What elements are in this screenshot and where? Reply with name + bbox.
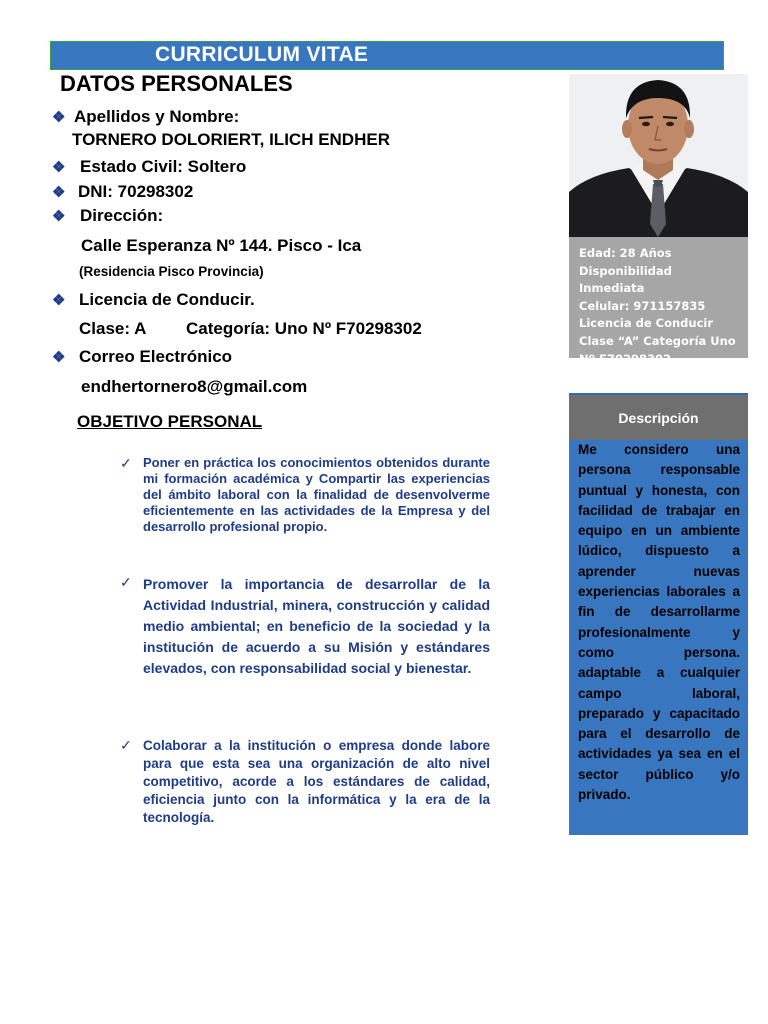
email-value: endhertornero8@gmail.com [81, 377, 308, 396]
objective-text: Poner en práctica los conocimientos obtenidos durante mi formación académica y Compartir las experiencias del ámbito laboral con la finalidad de desenvolverme eficientemente en las actividades de la Empresa y del desarrollo profesional propio. [143, 455, 490, 534]
diamond-bullet-icon: ❖ [52, 292, 66, 309]
full-name: TORNERO DOLORIERT, ILICH ENDHER [72, 130, 390, 149]
address-label-row [52, 206, 163, 226]
email-label-row [52, 347, 232, 367]
title-banner [50, 41, 724, 70]
description-box [569, 440, 748, 835]
dni: DNI: 70298302 [78, 182, 194, 201]
objective-item [120, 455, 490, 535]
diamond-bullet-icon: ❖ [52, 349, 66, 366]
description-text: Me considero una persona responsable puntual y honesta, con facilidad de trabajar en equipo en un ambiente lúdico, dispuesto a aprender nuevas experiencias laborales a fin de desarrollarme profesionalmente y como persona. adaptable a cualquier campo laboral, preparado y capacitado para el desarrollo de actividades ya sea en el sector público y/o privado. [578, 442, 740, 803]
objective-text: Colaborar a la institución o empresa donde labore para que esta sea una organización de alto nivel competitivo, acorde a los estándares de calidad, eficiencia junto con la informática y la era de la tecnología. [143, 738, 490, 825]
info-license-number: Nº F70298302 [579, 351, 671, 366]
name-label: Apellidos y Nombre: [74, 107, 240, 126]
info-availability: Disponibilidad Inmediata [579, 263, 672, 296]
person-portrait-icon [569, 74, 748, 237]
objective-item [120, 574, 490, 679]
license-class: Clase: A [79, 319, 147, 338]
civil-status: Estado Civil: Soltero [80, 157, 247, 176]
info-license: Licencia de Conducir [579, 316, 714, 331]
objective-text: Promover la importancia de desarrollar de la Actividad Industrial, minera, construcción y calidad medio ambiental; en beneficio de la sociedad y la institución de acuerdo a su Misión y estándares elevados, con responsabilidad social y bienestar. [143, 576, 490, 676]
name-label-row [52, 107, 239, 127]
license-label: Licencia de Conducir. [79, 290, 255, 309]
objective-item [120, 737, 490, 827]
checkmark-icon: ✓ [120, 455, 132, 471]
email-label: Correo Electrónico [79, 347, 233, 366]
diamond-bullet-icon: ❖ [52, 184, 66, 201]
info-license-class: Clase “A” Categoría Uno [579, 333, 736, 348]
personal-data-heading: DATOS PERSONALES [60, 71, 293, 96]
checkmark-icon: ✓ [120, 574, 132, 590]
info-phone: Celular: 971157835 [579, 298, 706, 313]
license-label-row [52, 290, 255, 310]
address-note: (Residencia Pisco Provincia) [79, 264, 264, 279]
checkmark-icon: ✓ [120, 737, 132, 753]
dni-row [52, 182, 193, 202]
civil-status-row [52, 157, 246, 177]
description-heading: Descripción [569, 393, 748, 440]
quick-info-box [569, 237, 748, 366]
objective-heading: OBJETIVO PERSONAL [77, 412, 263, 431]
address-value: Calle Esperanza Nº 144. Pisco - Ica [81, 236, 362, 255]
profile-photo [569, 74, 748, 237]
info-age: Edad: 28 Años [579, 246, 672, 260]
license-category: Categoría: Uno Nº F70298302 [186, 319, 422, 338]
cv-title: CURRICULUM VITAE [155, 43, 369, 66]
address-label: Dirección: [80, 206, 164, 225]
diamond-bullet-icon: ❖ [52, 159, 66, 176]
diamond-bullet-icon: ❖ [52, 109, 66, 126]
diamond-bullet-icon: ❖ [52, 208, 66, 225]
